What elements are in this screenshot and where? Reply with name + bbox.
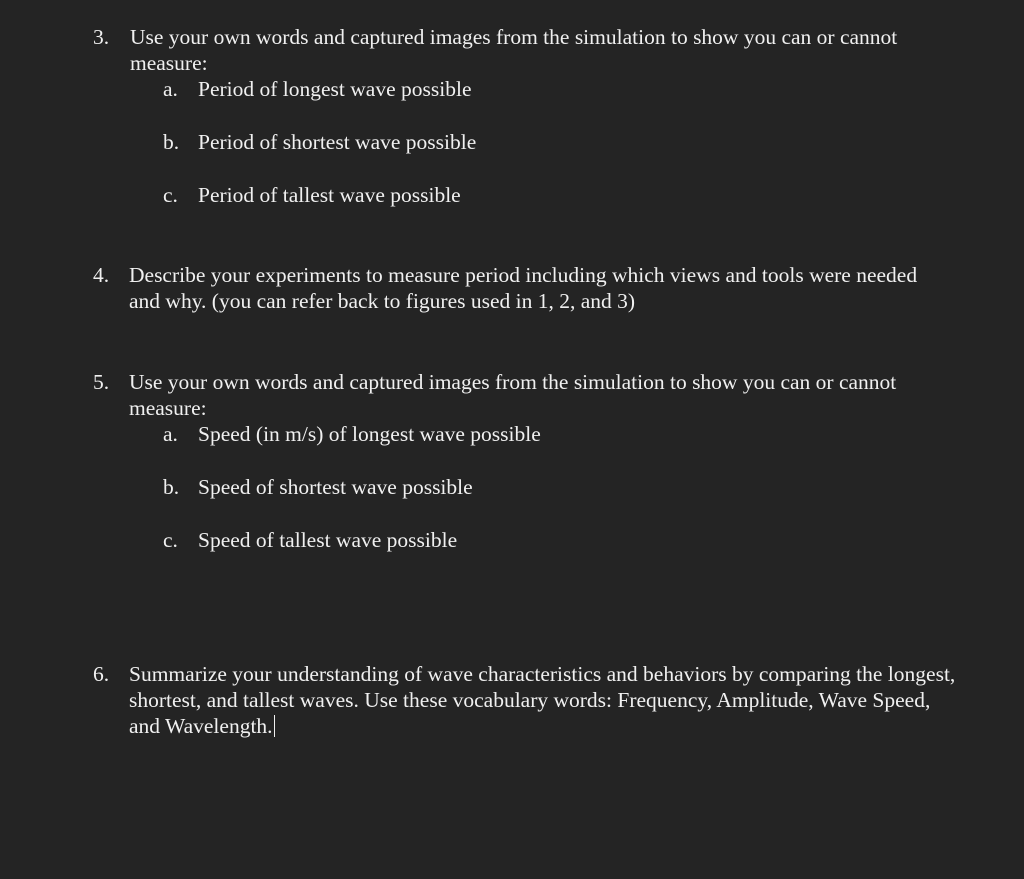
question-4 <box>93 262 973 314</box>
question-4-text[interactable]: Describe your experiments to measure period including which views and tools were needed and why. (you can refer back to figures used in 1, 2, and 3) <box>129 263 918 313</box>
question-5-item-b <box>163 474 973 500</box>
question-5-number: 5. <box>93 370 110 394</box>
question-3-number: 3. <box>93 25 110 49</box>
item-text[interactable]: Speed (in m/s) of longest wave possible <box>198 422 541 446</box>
item-letter: c. <box>163 528 178 552</box>
question-6-text: Summarize your understanding of wave characteristics and behaviors by comparing the longest, shortest, and tallest waves. Use these vocabulary words: Frequency, Amplitude, Wave Speed, and Wavelength. <box>129 662 956 738</box>
text-cursor <box>274 715 276 737</box>
question-5-item-c <box>163 527 973 553</box>
item-letter: c. <box>163 183 178 207</box>
question-3 <box>93 24 973 208</box>
question-3-item-b <box>163 129 973 155</box>
question-5 <box>93 369 973 553</box>
item-letter: a. <box>163 422 178 446</box>
question-6-number: 6. <box>93 662 110 686</box>
item-letter: b. <box>163 130 180 154</box>
question-5-item-a <box>163 421 973 447</box>
item-text[interactable]: Speed of shortest wave possible <box>198 475 473 499</box>
item-letter: b. <box>163 475 180 499</box>
question-6-text-container[interactable] <box>129 661 959 739</box>
question-6 <box>93 661 973 739</box>
question-3-item-a <box>163 76 973 102</box>
item-text[interactable]: Period of tallest wave possible <box>198 183 461 207</box>
question-5-text[interactable]: Use your own words and captured images from the simulation to show you can or cannot measure: <box>129 370 897 420</box>
question-4-number: 4. <box>93 263 110 287</box>
item-text[interactable]: Period of longest wave possible <box>198 77 472 101</box>
item-text[interactable]: Speed of tallest wave possible <box>198 528 458 552</box>
question-3-text[interactable]: Use your own words and captured images from the simulation to show you can or cannot measure: <box>130 25 898 75</box>
item-text[interactable]: Period of shortest wave possible <box>198 130 477 154</box>
question-3-item-c <box>163 182 973 208</box>
item-letter: a. <box>163 77 178 101</box>
